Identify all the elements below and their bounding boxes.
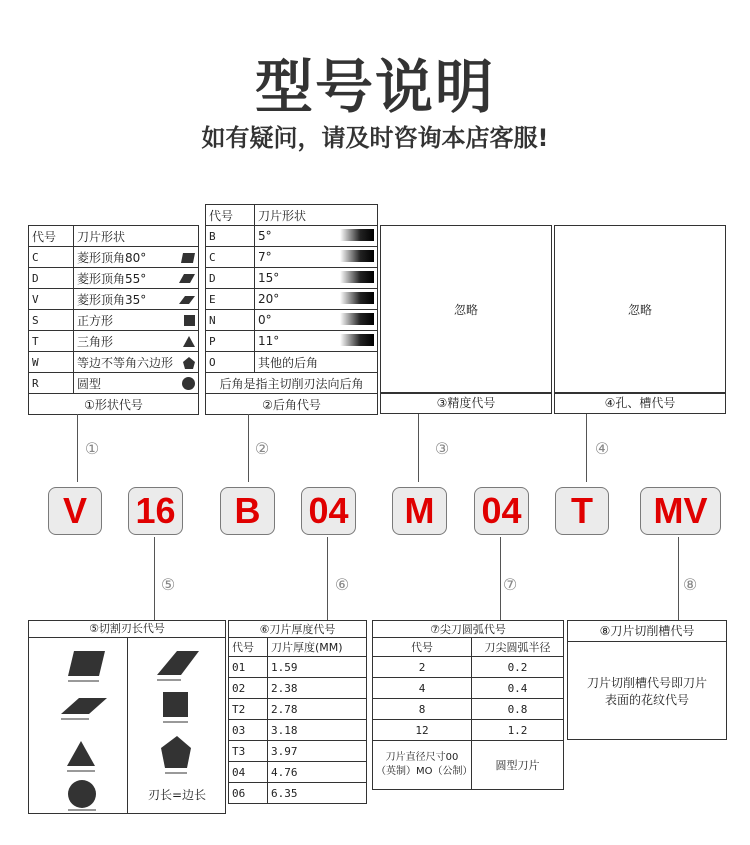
angle-gradient-icon <box>340 250 374 262</box>
connector-line <box>77 414 78 482</box>
table-title: ⑤切割刃长代号 <box>29 621 225 638</box>
angle-gradient-icon <box>340 292 374 304</box>
hole-slot-box <box>554 225 726 394</box>
table-cell: 4.76 <box>268 762 367 783</box>
table-cell: 1.2 <box>472 720 564 741</box>
table-cell: 04 <box>229 762 268 783</box>
rhombus-80-icon <box>68 651 105 676</box>
table-cell: 8 <box>373 699 472 720</box>
edge-length-label: 刃长=边长 <box>147 788 207 802</box>
page-subtitle: 如有疑问，请及时咨询本店客服! <box>201 124 549 152</box>
table-cell: 06 <box>229 783 268 804</box>
table-caption: ③精度代号 <box>380 392 552 414</box>
table-cell: D <box>29 268 74 289</box>
tolerance-box <box>380 225 552 394</box>
connector-line <box>418 414 419 482</box>
page-title: 型号说明 <box>254 53 495 121</box>
chipbreaker-table <box>567 620 727 740</box>
table-cell: C <box>29 247 74 268</box>
edge-length-table <box>28 620 226 814</box>
connector-line <box>327 537 328 621</box>
table-cell: 其他的后角 <box>255 352 378 373</box>
table-cell: 4 <box>373 678 472 699</box>
table-head: 代号 <box>206 205 255 226</box>
connector-line <box>586 414 587 482</box>
shape-code-table <box>28 225 199 415</box>
code-box-nose-radius: 04 <box>474 487 529 535</box>
marker-4: ④ <box>594 439 610 458</box>
square-icon <box>163 692 188 717</box>
rhombus-55-icon <box>179 274 195 283</box>
table-cell: 5° <box>255 226 336 247</box>
table-title: ⑧刀片切削槽代号 <box>568 621 726 642</box>
table-head: 代号 <box>229 638 268 657</box>
table-cell: 2.78 <box>268 699 367 720</box>
angle-gradient-icon <box>340 271 374 283</box>
table-cell: 2 <box>373 657 472 678</box>
connector-line <box>154 537 155 621</box>
marker-3: ③ <box>434 439 450 458</box>
table-cell: S <box>29 310 74 331</box>
marker-6: ⑥ <box>334 575 350 594</box>
triangle-icon <box>183 336 195 347</box>
table-cell: 02 <box>229 678 268 699</box>
table-cell: R <box>29 373 74 394</box>
table-cell: 0.8 <box>472 699 564 720</box>
code-box-edge-length: 16 <box>128 487 183 535</box>
triangle-icon <box>67 741 95 766</box>
rhombus-35-icon <box>61 698 107 714</box>
hexagon-icon <box>183 357 195 369</box>
table-cell: 三角形 <box>73 331 176 352</box>
connector-line <box>248 414 249 482</box>
code-box-shape: V <box>48 487 102 535</box>
table-cell: O <box>206 352 255 373</box>
table-cell: C <box>206 247 255 268</box>
table-caption: ④孔、槽代号 <box>554 392 726 414</box>
nose-radius-table <box>372 620 564 790</box>
code-box-thickness: 04 <box>301 487 356 535</box>
table-head: 刀片形状 <box>255 205 378 226</box>
table-cell: W <box>29 352 74 373</box>
rhombus-80-icon <box>181 253 195 263</box>
chipbreaker-text: 刀片切削槽代号即刀片表面的花纹代号 <box>586 676 707 707</box>
table-cell: 11° <box>255 331 336 352</box>
table-cell: 20° <box>255 289 336 310</box>
angle-gradient-icon <box>340 313 374 325</box>
table-cell: 圆型 <box>73 373 176 394</box>
square-icon <box>184 315 195 326</box>
table-cell: T2 <box>229 699 268 720</box>
table-cell: 01 <box>229 657 268 678</box>
thickness-table <box>228 620 367 804</box>
table-cell: 6.35 <box>268 783 367 804</box>
box-text: 忽略 <box>453 303 478 317</box>
table-cell: E <box>206 289 255 310</box>
hexagon-icon <box>161 736 191 768</box>
table-caption: ①形状代号 <box>29 394 199 415</box>
table-head: 刀片厚度(MM) <box>268 638 367 657</box>
marker-1: ① <box>84 439 100 458</box>
clearance-angle-table <box>205 204 378 415</box>
table-cell: 圆型刀片 <box>472 741 564 790</box>
table-cell: 菱形顶角35° <box>73 289 176 310</box>
table-head: 刀片形状 <box>73 226 198 247</box>
table-head: 刀尖圆弧半径 <box>472 638 564 657</box>
table-cell: T3 <box>229 741 268 762</box>
code-box-chipbreaker: MV <box>640 487 721 535</box>
table-head: 代号 <box>29 226 74 247</box>
rhombus-55-icon <box>157 651 199 675</box>
table-caption: ②后角代号 <box>206 394 378 415</box>
table-cell: 菱形顶角55° <box>73 268 176 289</box>
table-title: ⑥刀片厚度代号 <box>229 621 367 638</box>
angle-gradient-icon <box>340 334 374 346</box>
circle-icon <box>182 377 195 390</box>
code-box-clearance: B <box>220 487 275 535</box>
marker-5: ⑤ <box>160 575 176 594</box>
table-cell: 菱形顶角80° <box>73 247 176 268</box>
table-head: 代号 <box>373 638 472 657</box>
table-title: ⑦尖刀圆弧代号 <box>373 621 564 638</box>
table-cell: 等边不等角六边形 <box>73 352 176 373</box>
table-cell: 刀片直径尺寸00（英制）MO（公制） <box>373 741 472 790</box>
marker-2: ② <box>254 439 270 458</box>
rhombus-35-icon <box>179 296 195 304</box>
table-cell: 12 <box>373 720 472 741</box>
table-cell: 03 <box>229 720 268 741</box>
table-cell: 15° <box>255 268 336 289</box>
table-cell: T <box>29 331 74 352</box>
table-cell: 3.97 <box>268 741 367 762</box>
marker-7: ⑦ <box>502 575 518 594</box>
box-text: 忽略 <box>627 303 652 317</box>
table-cell: 正方形 <box>73 310 176 331</box>
table-cell: 2.38 <box>268 678 367 699</box>
table-cell: 7° <box>255 247 336 268</box>
table-note: 后角是指主切削刃法向后角 <box>206 373 378 394</box>
table-cell: V <box>29 289 74 310</box>
table-cell: P <box>206 331 255 352</box>
table-cell: N <box>206 310 255 331</box>
table-cell: 0.4 <box>472 678 564 699</box>
marker-8: ⑧ <box>682 575 698 594</box>
code-box-tolerance: M <box>392 487 447 535</box>
table-cell: 1.59 <box>268 657 367 678</box>
table-cell: 0.2 <box>472 657 564 678</box>
code-box-hole-slot: T <box>555 487 609 535</box>
angle-gradient-icon <box>340 229 374 241</box>
table-cell: D <box>206 268 255 289</box>
table-cell: 0° <box>255 310 336 331</box>
table-cell: 3.18 <box>268 720 367 741</box>
circle-icon <box>68 780 96 808</box>
table-cell: B <box>206 226 255 247</box>
